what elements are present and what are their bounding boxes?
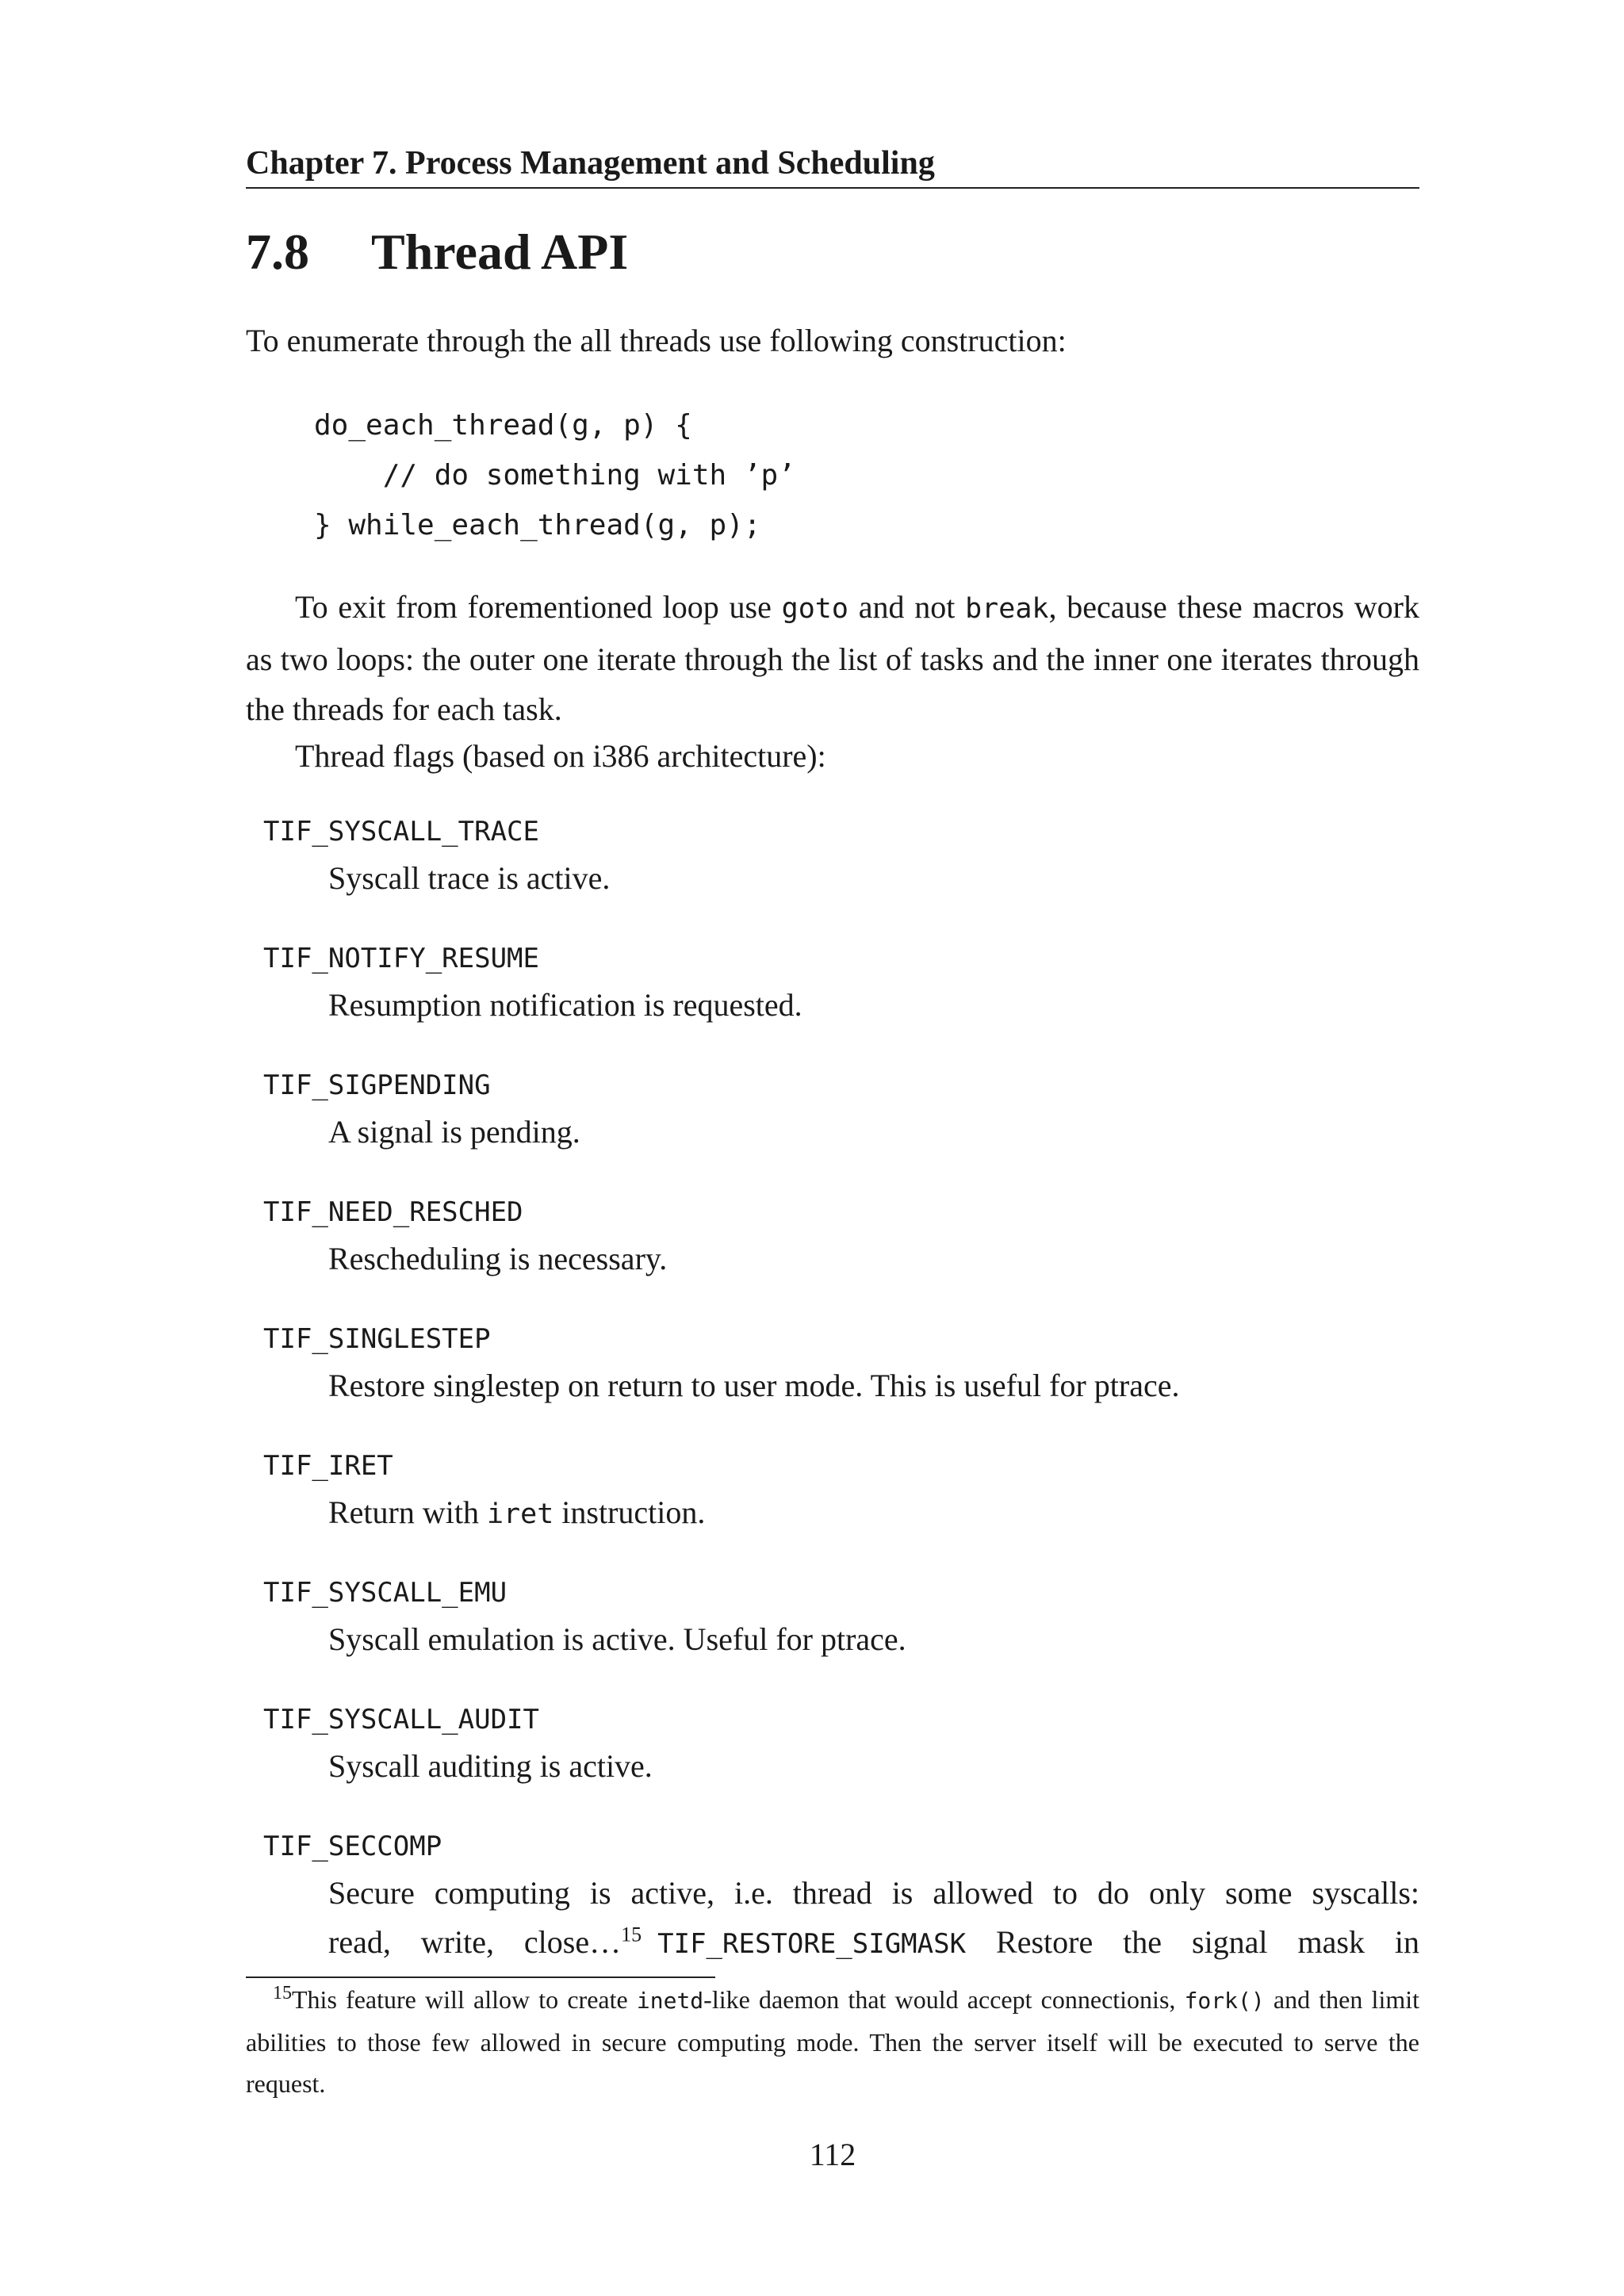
- flag-name: TIF_SIGPENDING: [263, 1070, 491, 1101]
- footnote-mark: 15: [273, 1983, 292, 2004]
- flag-item: [263, 1444, 1419, 1571]
- running-head: Chapter 7. Process Management and Scheduling: [246, 141, 1419, 189]
- inline-code-iret: iret: [486, 1498, 554, 1530]
- inline-code-inetd: inetd: [636, 1988, 704, 2014]
- text-run: and then limit abilities to those few allowed in secure computing mode. Then the server itself will be executed to serve the request.: [246, 1985, 1420, 2098]
- text-run: read, write, close…: [328, 1924, 622, 1960]
- flag-item: [263, 1317, 1419, 1444]
- flag-item: [263, 1190, 1419, 1317]
- flag-description: Syscall trace is active.: [328, 860, 611, 896]
- flag-item: [263, 1697, 1419, 1824]
- intro-paragraph: To enumerate through the all threads use following construction:: [246, 323, 1067, 358]
- flag-description: Syscall emulation is active. Useful for ptrace.: [328, 1621, 906, 1657]
- text-run: , because these macros work as two loops: the outer one iterate through the list of tasks and the inner one iterates through the threads for each task.: [246, 589, 1420, 727]
- code-line: // do something with ’p’: [314, 459, 795, 492]
- loop-exit-paragraph: [246, 582, 1419, 734]
- flag-description: A signal is pending.: [328, 1114, 580, 1150]
- page-number: 112: [809, 2137, 856, 2172]
- flag-item: [263, 936, 1419, 1063]
- flag-name: TIF_SYSCALL_EMU: [263, 1577, 508, 1609]
- code-line: } while_each_thread(g, p);: [314, 509, 761, 541]
- code-line: do_each_thread(g, p) {: [314, 409, 692, 442]
- inline-code-goto: goto: [781, 593, 848, 625]
- flag-item: [263, 1063, 1419, 1190]
- flag-item: [263, 809, 1419, 936]
- text-run: To exit from forementioned loop use: [295, 589, 782, 625]
- flag-name: TIF_SYSCALL_AUDIT: [263, 1704, 539, 1735]
- flag-definition-list: [263, 809, 1420, 1960]
- flag-name: TIF_SINGLESTEP: [263, 1323, 491, 1355]
- flag-name: TIF_NOTIFY_RESUME: [263, 943, 539, 974]
- text-run: Return with: [328, 1494, 487, 1530]
- flag-description: [328, 1488, 1419, 1539]
- text-run: and not: [848, 589, 966, 625]
- flag-name: TIF_NEED_RESCHED: [263, 1196, 523, 1228]
- flag-description: Syscall auditing is active.: [328, 1748, 653, 1784]
- flag-name-inline: TIF_RESTORE_SIGMASK: [657, 1928, 967, 1960]
- flag-description: Secure computing is active, i.e. thread is allowed to do only some syscalls:: [328, 1875, 1419, 1911]
- text-run: Restore the signal mask in: [996, 1924, 1420, 1960]
- code-block: [314, 400, 795, 550]
- section-title: Thread API: [371, 224, 629, 280]
- section-number: 7.8: [246, 224, 309, 280]
- flag-name: TIF_SYSCALL_TRACE: [263, 816, 539, 848]
- flags-intro-paragraph: Thread flags (based on i386 architecture):: [295, 738, 826, 774]
- inline-code-fork: fork(): [1184, 1988, 1265, 2014]
- inline-code-break: break: [965, 593, 1049, 625]
- flag-description: Resumption notification is requested.: [328, 987, 802, 1023]
- footnote-reference[interactable]: 15: [621, 1923, 642, 1946]
- text-run: instruction.: [553, 1494, 706, 1530]
- flag-name: TIF_IRET: [263, 1450, 393, 1482]
- document-page: [246, 0, 1419, 2296]
- flag-description-continued: [328, 1918, 1419, 1969]
- flag-description: Rescheduling is necessary.: [328, 1241, 668, 1276]
- footnote: [246, 1979, 1419, 2104]
- text-run: This feature will allow to create: [292, 1985, 637, 2014]
- text-run: -like daemon that would accept connectionis,: [703, 1985, 1185, 2014]
- footnote-rule: [246, 1976, 715, 1978]
- flag-item: [263, 1571, 1419, 1697]
- flag-description: Restore singlestep on return to user mode. This is useful for ptrace.: [328, 1368, 1180, 1403]
- section-heading: [246, 219, 628, 285]
- flag-item: [263, 1824, 1420, 1960]
- flag-name: TIF_SECCOMP: [263, 1831, 442, 1862]
